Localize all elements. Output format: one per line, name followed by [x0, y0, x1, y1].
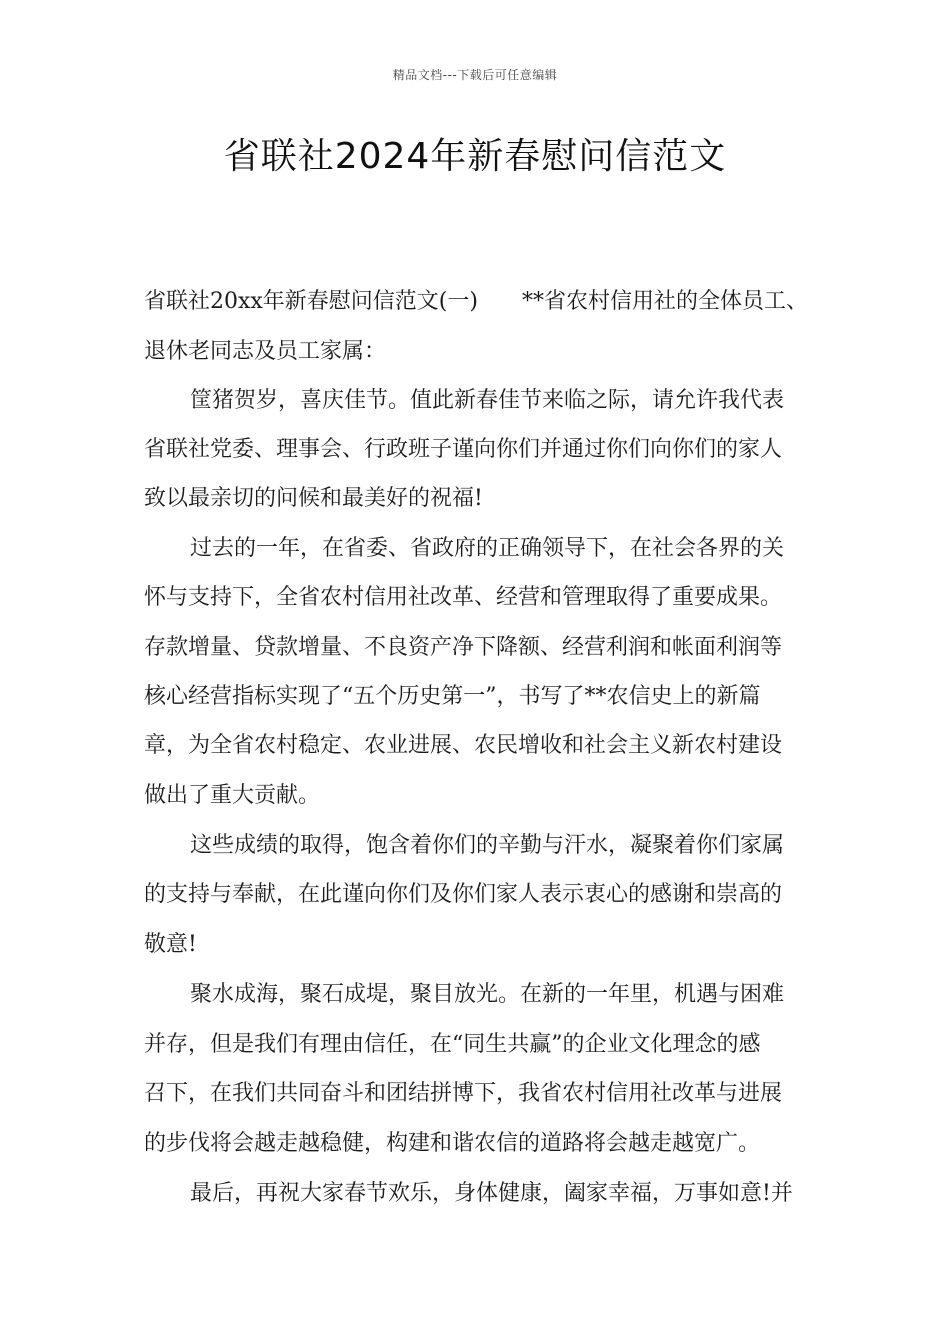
- header-note: 精品文档---下载后可任意编辑: [392, 68, 558, 82]
- body-line: [144, 287, 808, 317]
- paragraph-line: 致以最亲切的问候和最美好的祝福!: [144, 486, 483, 511]
- paragraph-line: 的步伐将会越走越稳健，构建和谐农信的道路将会越走越宽广。: [144, 1131, 761, 1156]
- paragraph-line: 怀与支持下，全省农村信用社改革、经营和管理取得了重要成果。: [144, 585, 783, 610]
- paragraph-line: 做出了重大贡献。: [144, 783, 321, 808]
- document-title: 省联社2024年新春慰问信范文: [223, 136, 727, 177]
- letter-heading: 省联社20xx年新春慰问信范文(一): [144, 289, 478, 314]
- paragraph-line: 存款增量、贷款增量、不良资产净下降额、经营利润和帐面利润等: [144, 635, 783, 660]
- paragraph-line: 敬意!: [144, 932, 197, 957]
- paragraph-line: 召下，在我们共同奋斗和团结拼博下，我省农村信用社改革与进展: [144, 1081, 783, 1106]
- paragraph-line: 这些成绩的取得，饱含着你们的辛勤与汗水，凝聚着你们家属: [190, 833, 785, 858]
- paragraph-line: 筐猪贺岁，喜庆佳节。值此新春佳节来临之际，请允许我代表: [190, 388, 785, 413]
- paragraph-line: 聚水成海，聚石成堤，聚目放光。在新的一年里，机遇与困难: [190, 982, 785, 1007]
- paragraph-line: 并存，但是我们有理由信任，在“同生共赢”的企业文化理念的感: [144, 1032, 761, 1057]
- paragraph-line: 过去的一年，在省委、省政府的正确领导下，在社会各界的关: [190, 536, 785, 561]
- paragraph-line: 章，为全省农村稳定、农业进展、农民增收和社会主义新农村建设: [144, 733, 783, 758]
- salutation-start: **省农村信用社的全体员工、: [521, 289, 808, 314]
- paragraph-line: 的支持与奉献，在此谨向你们及你们家人表示衷心的感谢和崇高的: [144, 882, 783, 907]
- paragraph-line: 省联社党委、理事会、行政班子谨向你们并通过你们向你们的家人: [144, 437, 783, 462]
- salutation-line: 退休老同志及员工家属：: [144, 339, 387, 364]
- paragraph-line: 最后，再祝大家春节欢乐，身体健康，阖家幸福，万事如意!并: [190, 1181, 793, 1206]
- paragraph-line: 核心经营指标实现了“五个历史第一”，书写了**农信史上的新篇: [144, 684, 761, 709]
